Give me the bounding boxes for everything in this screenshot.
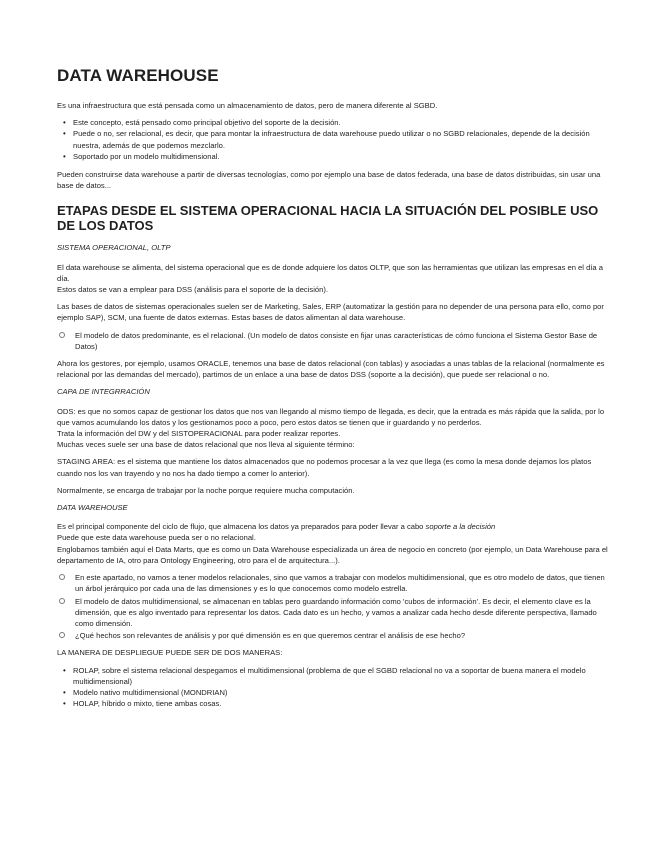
intro-closing-paragraph: Pueden construirse data warehouse a partir de diversas tecnologías, como por ejemplo una base de datos federada, una base de datos distribuidas, sin usar una base de datos... <box>57 170 601 191</box>
circle-list <box>57 572 613 641</box>
paragraph: Englobamos también aquí el Data Marts, que es como un Data Warehouse especializada un área de negocio en concreto (por ejemplo, un Data Warehouse para el departamento de IA, otro para Ontology Engineering, otro para el de arquitectura...). <box>57 544 608 565</box>
paragraph: Ahora los gestores, por ejemplo, usamos ORACLE, tenemos una base de datos relacional (con tablas) y asociadas a unas tablas de la relacional (normalmente es relacional por las demandas del mercado), partimos de un enlace a una base de datos DSS (soporte a la decisión), que puede ser relacional o no. <box>57 359 605 380</box>
list-item: • Modelo nativo multidimensional (MONDRIAN) <box>73 687 613 698</box>
paragraph-heading: LA MANERA DE DESPLIEGUE PUEDE SER DE DOS MANERAS: <box>57 648 283 658</box>
paragraph: Normalmente, se encarga de trabajar por la noche porque requiere mucha computación. <box>57 485 355 495</box>
list-item <box>75 630 613 641</box>
section-heading: ETAPAS DESDE EL SISTEMA OPERACIONAL HACIA LA SITUACIÓN DEL POSIBLE USO DE LOS DATOS <box>57 203 599 234</box>
circle-bullet-icon <box>59 632 65 638</box>
intro-bullet-list <box>57 117 613 162</box>
list-item <box>75 596 613 630</box>
list-item: • Este concepto, está pensado como principal objetivo del soporte de la decisión. <box>73 117 613 128</box>
emphasis-text: soporte a la decisión <box>425 522 496 532</box>
list-item <box>75 572 613 594</box>
circle-bullet-icon <box>59 598 65 604</box>
paragraph: Estos datos se van a emplear para DSS (análisis para el soporte de la decisión). <box>57 285 328 295</box>
circle-bullet-icon <box>59 332 65 338</box>
list-item-text: El modelo de datos predominante, es el relacional. (Un modelo de datos consiste en fijar unas características de cómo funciona el Sistema Gestor Base de Datos) <box>75 330 598 351</box>
paragraph: Trata la información del DW y del SISTOPERACIONAL para poder realizar reportes. <box>57 429 341 439</box>
subsection-label-capa: CAPA DE INTEGRRACIÓN <box>57 387 150 397</box>
paragraph: ODS: es que no somos capaz de gestionar los datos que nos van llegando al mismo tiempo de llegada, es decir, que la entrada es más rápida que la salida, por lo que vamos acumulando los datos y los gestionamos poco a poco, pero estos datos se tienen que ir guardando y no perderlos. <box>57 406 605 427</box>
subsection-label-dw: DATA WAREHOUSE <box>57 503 128 513</box>
list-item: • Puede o no, ser relacional, es decir, que para montar la infraestructura de data warehouse puedo utilizar o no SGBD relacionales, depende de la decisión nuestra, además de que podemos mezclarlo. <box>73 128 613 150</box>
list-item-text: En este apartado, no vamos a tener modelos relacionales, sino que vamos a trabajar con modelos multidimensional, que es otro modelo de datos, que tienen un árbol jerárquico por cada una de las dimensiones y es lo que conocemos como modelo estrella. <box>75 573 605 594</box>
paragraph: Muchas veces suele ser una base de datos relacional que nos lleva al siguiente término: <box>57 440 355 450</box>
paragraph: Las bases de datos de sistemas operacionales suelen ser de Marketing, Sales, ERP (automatizar la gestión para no depender de una persona para ello, como por ejemplo SAP), SCM, una fuente de datos externas. Estas bases de datos alimentan al data warehouse. <box>57 302 604 323</box>
paragraph: El data warehouse se alimenta, del sistema operacional que es de donde adquiere los datos OLTP, que son las herramientas que utilizan las empresas en el día a día. <box>57 262 603 283</box>
circle-bullet-icon <box>59 574 65 580</box>
list-item: • ROLAP, sobre el sistema relacional despegamos el multidimensional (problema de que el SGBD relacional no va a soportar de buena manera el modelo multidimensional) <box>73 665 613 687</box>
paragraph: Puede que este data warehouse pueda ser o no relacional. <box>57 533 256 543</box>
paragraph: STAGING AREA: es el sistema que mantiene los datos almacenados que no podemos procesar a la vez que llega (es como la mesa donde dejamos los platos cuando nos los van trayendo y no nos ha dado tiempo a comer lo anterior). <box>57 457 592 478</box>
paragraph-text: Es el principal componente del ciclo de flujo, que almacena los datos ya preparados para poder llevar a cabo <box>57 522 424 532</box>
page-title: DATA WAREHOUSE <box>57 66 219 85</box>
intro-paragraph: Es una infraestructura que está pensada como un almacenamiento de datos, pero de manera diferente al SGBD. <box>57 101 438 110</box>
subsection-label-sistema: SISTEMA OPERACIONAL, OLTP <box>57 243 171 253</box>
list-item: • Soportado por un modelo multidimensional. <box>73 151 613 162</box>
despliegue-bullet-list <box>57 665 613 710</box>
list-item-text: El modelo de datos multidimensional, se almacenan en tablas pero guardando información como 'cubos de información'. Es decir, el elemento clave es la dimensión, que es algo inventado para representar los datos. Cada dato es un hecho, y vamos a analizar cada hecho desde diferente perspectiva, llamado como dimensión. <box>75 596 597 628</box>
list-item <box>75 330 613 352</box>
list-item: • HOLAP, híbrido o mixto, tiene ambas cosas. <box>73 698 613 709</box>
paragraph <box>57 521 613 532</box>
circle-list <box>57 330 613 352</box>
list-item-text: ¿Qué hechos son relevantes de análisis y por qué dimensión es en que queremos centrar el análisis de ese hecho? <box>75 631 466 641</box>
